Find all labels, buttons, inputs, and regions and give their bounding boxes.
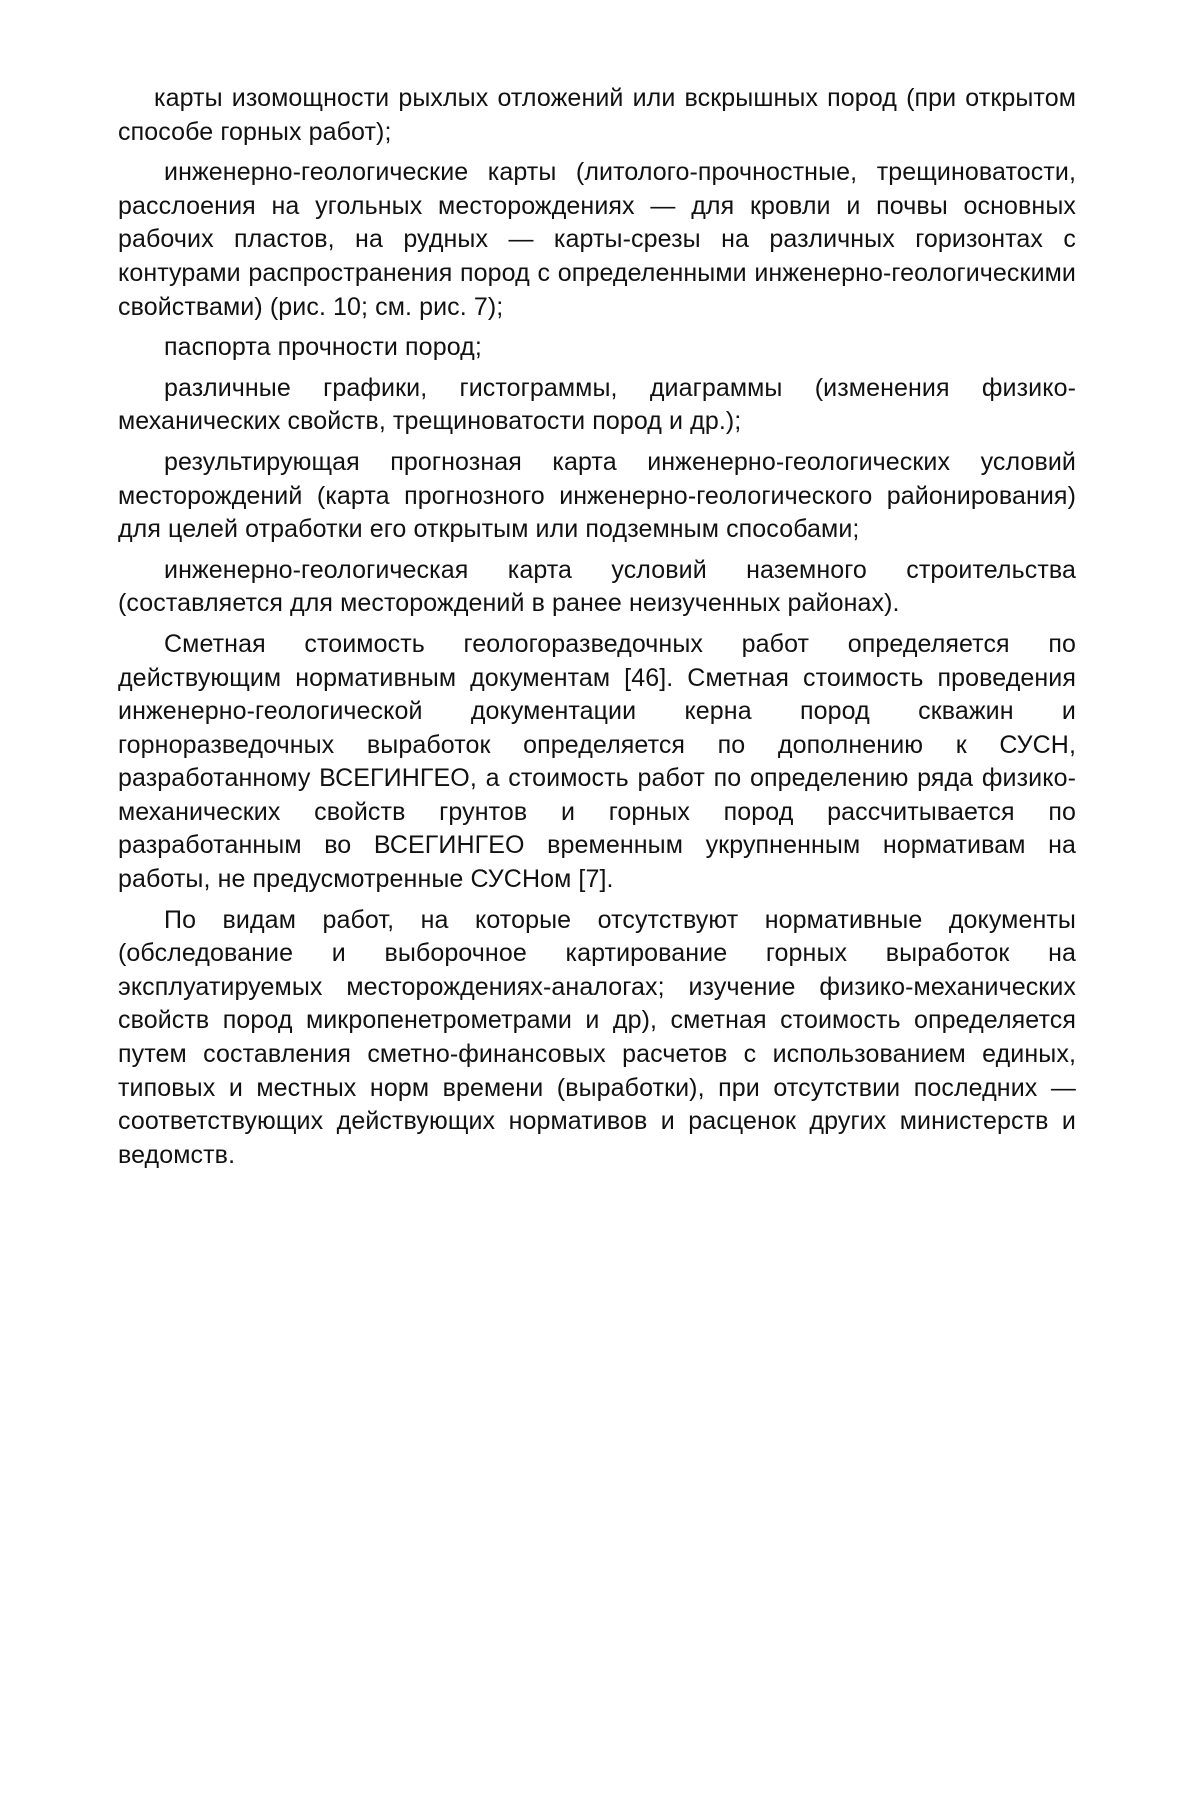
paragraph-construction-map: инженерно-геологическая карта условий наземного строительства (составляется для месторождений в ранее неизученных районах). — [118, 555, 1076, 618]
paragraph-strength-passports: паспорта прочности пород; — [164, 333, 482, 362]
paragraph-graphs-diagrams: различные графики, гистограммы, диаграммы (изменения физико-механических свойств, трещиноватости пород и др.); — [118, 373, 1076, 436]
document-text — [118, 82, 1076, 1172]
paragraph-thickness-maps: карты изомощности рыхлых отложений или вскрышных пород (при открытом способе горных работ); — [118, 84, 1076, 146]
paragraph-other-work-cost: По видам работ, на которые отсутствуют нормативные документы (обследование и выборочное картирование горных выработок на эксплуатируемых месторождениях-аналогах; изучение физико-механических свойств пород микропенетрометрами и др), сметная стоимость определяется путем составления сметно-финансовых расчетов с использованием единых, типовых и местных норм времени (выработки), при отсутствии последних — соответствующих действующих нормативов и расценок других министерств и ведомств. — [118, 905, 1076, 1169]
paragraph-engineering-maps: инженерно-геологические карты (литолого-прочностные, трещиноватости, расслоения на угольных месторождениях — для кровли и почвы основных рабочих пластов, на рудных — карты-срезы на различных горизонтах с контурами распространения пород с определенными инженерно-геологическими свойствами) (рис. 10; см. рис. 7); — [118, 158, 1076, 321]
paragraph-forecast-map: результирующая прогнозная карта инженерно-геологических условий месторождений (карта прогнозного инженерно-геологического районирования) для целей отработки его открытым или подземным способами; — [118, 447, 1076, 544]
paragraph-estimated-cost: Сметная стоимость геологоразведочных работ определяется по действующим нормативным документам [46]. Сметная стоимость проведения инженерно-геологической документации керна пород скважин и горноразведочных выработок определяется по дополнению к СУСН, разработанному ВСЕГИНГЕО, а стоимость работ по определению ряда физико-механических свойств грунтов и горных пород рассчитывается по разработанным во ВСЕГИНГЕО временным укрупненным нормативам на работы, не предусмотренные СУСНом [7]. — [118, 629, 1076, 894]
